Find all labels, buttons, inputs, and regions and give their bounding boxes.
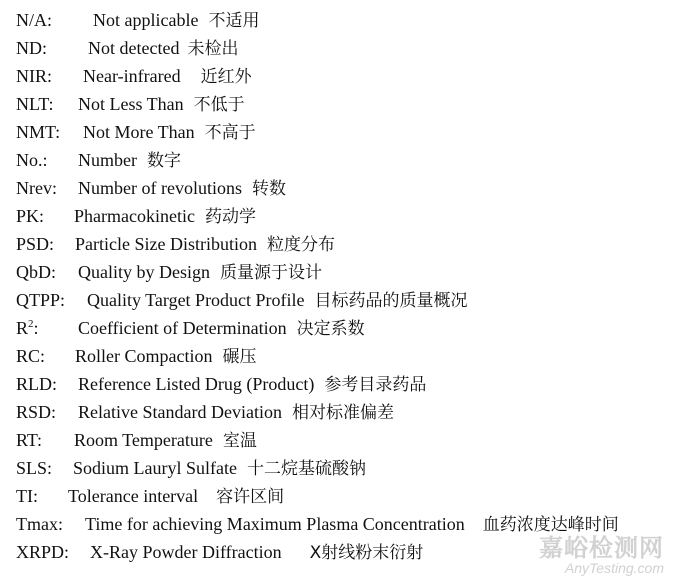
entry-nrev xyxy=(16,174,286,202)
entry-qbd xyxy=(16,258,322,286)
entry-rc xyxy=(16,342,256,370)
abbreviation: RC: xyxy=(16,346,46,366)
english-term: Tolerance interval xyxy=(68,486,199,506)
entry-r2 xyxy=(16,314,365,342)
watermark-text-cn: 嘉峪检测网 xyxy=(539,534,664,562)
chinese-term: 容许区间 xyxy=(216,487,285,507)
entry-na xyxy=(16,6,259,34)
abbreviation: RT: xyxy=(16,430,43,450)
english-term: Roller Compaction xyxy=(75,346,213,366)
english-term: Particle Size Distribution xyxy=(75,234,257,254)
chinese-term: 血药浓度达峰时间 xyxy=(482,515,619,535)
english-term: Quality by Design xyxy=(78,262,210,282)
entry-rt xyxy=(16,426,257,454)
chinese-term: 不高于 xyxy=(204,123,256,143)
entry-psd xyxy=(16,230,335,258)
chinese-term: 十二烷基硫酸钠 xyxy=(246,459,366,479)
abbreviation: N/A: xyxy=(16,10,52,30)
english-term: Number xyxy=(78,150,137,170)
chinese-term: 相对标准偏差 xyxy=(291,403,394,423)
abbreviation xyxy=(16,314,78,342)
entry-rsd xyxy=(16,398,394,426)
watermark-text-en: AnyTesting.com xyxy=(564,560,664,576)
abbreviation-superscript: 2 xyxy=(28,318,34,330)
abbreviation: PSD: xyxy=(16,234,55,254)
abbreviation: NLT: xyxy=(16,94,54,114)
english-term: Near-infrared xyxy=(83,66,181,86)
abbreviation: XRPD: xyxy=(16,542,70,562)
english-term: Sodium Lauryl Sulfate xyxy=(73,458,237,478)
abbreviation: NIR: xyxy=(16,66,52,86)
abbreviation: Tmax: xyxy=(16,514,63,534)
chinese-term: X射线粉末衍射 xyxy=(309,543,424,563)
chinese-term: 不适用 xyxy=(208,11,260,31)
entry-rld xyxy=(16,370,426,398)
english-term: X-Ray Powder Diffraction xyxy=(90,542,282,562)
entry-pk xyxy=(16,202,256,230)
entry-nlt xyxy=(16,90,245,118)
abbreviation: RLD: xyxy=(16,374,58,394)
english-term: Not applicable xyxy=(93,10,199,30)
entry-nir xyxy=(16,62,252,90)
chinese-term: 近红外 xyxy=(200,67,252,87)
english-term: Not Less Than xyxy=(78,94,184,114)
entry-sls xyxy=(16,454,366,482)
chinese-term: 室温 xyxy=(222,431,257,451)
entry-ti xyxy=(16,482,284,510)
entry-xrpd xyxy=(16,538,423,566)
english-term: Relative Standard Deviation xyxy=(78,402,282,422)
abbreviation: NMT: xyxy=(16,122,61,142)
chinese-term: 不低于 xyxy=(193,95,245,115)
english-term: Not More Than xyxy=(83,122,195,142)
english-term: Number of revolutions xyxy=(78,178,242,198)
english-term: Time for achieving Maximum Plasma Concentration xyxy=(85,514,465,534)
abbreviation: PK: xyxy=(16,206,45,226)
chinese-term: 药动学 xyxy=(204,207,256,227)
entry-no xyxy=(16,146,181,174)
chinese-term: 参考目录药品 xyxy=(324,375,427,395)
english-term: Room Temperature xyxy=(74,430,213,450)
chinese-term: 转数 xyxy=(251,179,286,199)
abbreviation-suffix: : xyxy=(33,318,39,338)
abbreviation: RSD: xyxy=(16,402,57,422)
english-term: Not detected xyxy=(88,38,180,58)
chinese-term: 碾压 xyxy=(222,347,257,367)
chinese-term: 粒度分布 xyxy=(266,235,335,255)
chinese-term: 质量源于设计 xyxy=(220,263,322,283)
english-term: Quality Target Product Profile xyxy=(87,290,305,310)
abbreviation: Nrev: xyxy=(16,178,57,198)
entry-tmax xyxy=(16,510,619,538)
abbreviation: QbD: xyxy=(16,262,56,282)
chinese-term: 决定系数 xyxy=(296,319,365,339)
entry-nd xyxy=(16,34,238,62)
chinese-term: 未检出 xyxy=(187,39,239,59)
english-term: Pharmacokinetic xyxy=(74,206,195,226)
abbreviation-base: R xyxy=(16,318,29,338)
english-term: Reference Listed Drug (Product) xyxy=(78,374,315,394)
english-term: Coefficient of Determination xyxy=(78,318,287,338)
entry-nmt xyxy=(16,118,256,146)
abbreviation: SLS: xyxy=(16,458,53,478)
abbreviation: No.: xyxy=(16,150,48,170)
chinese-term: 目标药品的质量概况 xyxy=(314,291,468,311)
abbreviation: TI: xyxy=(16,486,38,506)
chinese-term: 数字 xyxy=(146,151,181,171)
entry-qtpp xyxy=(16,286,468,314)
abbreviation: ND: xyxy=(16,38,47,58)
abbreviation: QTPP: xyxy=(16,290,66,310)
